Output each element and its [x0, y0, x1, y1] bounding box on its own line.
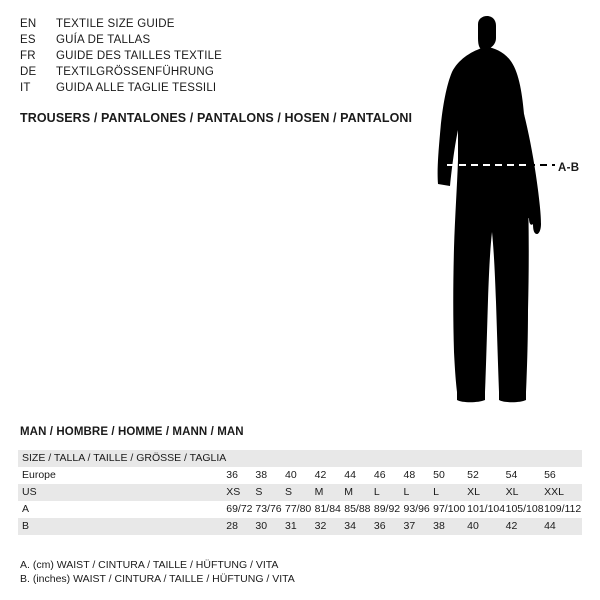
language-row-de — [20, 64, 380, 80]
cell: 36 — [374, 518, 404, 535]
cell: M — [315, 484, 345, 501]
cell: 52 — [467, 469, 479, 481]
row-label-size: SIZE / TALLA / TAILLE / GRÖSSE / TAGLIA — [18, 450, 226, 467]
size-table — [18, 450, 582, 535]
language-code-es: ES — [20, 34, 36, 46]
cell: S — [285, 484, 315, 501]
cell: 34 — [344, 518, 374, 535]
cell: 54 — [505, 469, 518, 481]
cell — [315, 450, 345, 467]
cell: 77/80 — [285, 503, 312, 515]
language-header-block — [20, 16, 380, 96]
man-silhouette-icon — [400, 10, 600, 410]
language-row-it — [20, 80, 380, 96]
language-text-it: GUIDA ALLE TAGLIE TESSILI — [56, 82, 217, 94]
row-label-europe: Europe — [22, 469, 56, 481]
cell — [544, 450, 582, 467]
cell: XS — [226, 484, 255, 501]
cell: 105/108 — [505, 503, 544, 515]
row-label-us: US — [18, 484, 226, 501]
cell: 56 — [544, 469, 556, 481]
row-label-b: B — [18, 518, 226, 535]
cell — [374, 450, 404, 467]
cell: 97/100 — [433, 503, 466, 515]
cell — [226, 450, 255, 467]
footnote-a: A. (cm) WAIST / CINTURA / TAILLE / HÜFTUNG / VITA — [20, 559, 279, 571]
cell: 44 — [344, 469, 356, 481]
cell: 28 — [226, 518, 255, 535]
cell — [467, 450, 505, 467]
table-row — [18, 484, 582, 501]
cell: 46 — [373, 469, 386, 481]
language-code-it: IT — [20, 82, 31, 94]
cell: M — [344, 484, 374, 501]
cell: XL — [506, 484, 544, 501]
footnote-b: B. (inches) WAIST / CINTURA / TAILLE / HÜFTUNG / VITA — [20, 573, 295, 585]
cell: L — [404, 484, 434, 501]
cell — [344, 450, 374, 467]
language-code-fr: FR — [20, 50, 36, 62]
cell: 38 — [255, 469, 268, 481]
cell: XXL — [544, 484, 582, 501]
cell: 44 — [544, 518, 582, 535]
cell — [433, 450, 467, 467]
cell: 42 — [314, 469, 327, 481]
table-row — [18, 450, 582, 467]
section-title: TROUSERS / PANTALONES / PANTALONS / HOSEN / PANTALONI — [20, 111, 413, 125]
cell: 50 — [433, 469, 445, 481]
cell: 32 — [315, 518, 345, 535]
cell: 37 — [404, 518, 434, 535]
row-label-a: A — [22, 503, 30, 515]
cell: 40 — [285, 469, 297, 481]
cell: S — [255, 484, 285, 501]
language-text-de: TEXTILGRÖSSENFÜHRUNG — [56, 66, 214, 78]
language-row-es — [20, 32, 380, 48]
cell — [404, 450, 434, 467]
cell: 40 — [467, 518, 505, 535]
cell: 73/76 — [255, 503, 282, 515]
language-text-en: TEXTILE SIZE GUIDE — [56, 18, 175, 30]
table-row — [18, 501, 582, 518]
cell: 38 — [433, 518, 467, 535]
language-code-de: DE — [20, 66, 37, 78]
table-title: MAN / HOMBRE / HOMME / MANN / MAN — [20, 426, 244, 438]
footnotes — [20, 558, 295, 586]
cell: 48 — [403, 469, 416, 481]
cell: L — [433, 484, 467, 501]
language-row-en — [20, 16, 380, 32]
cell: 36 — [226, 469, 238, 481]
cell: 89/92 — [373, 503, 401, 515]
language-row-fr — [20, 48, 380, 64]
cell: 31 — [285, 518, 315, 535]
measurement-label-ab: A-B — [558, 162, 580, 174]
figure-illustration — [400, 10, 600, 410]
cell: 69/72 — [226, 503, 253, 515]
cell: 109/112 — [544, 503, 582, 515]
language-code-en: EN — [20, 18, 37, 30]
cell — [285, 450, 315, 467]
cell — [255, 450, 285, 467]
cell: 81/84 — [314, 503, 341, 515]
language-text-fr: GUIDE DES TAILLES TEXTILE — [56, 50, 223, 62]
cell — [506, 450, 544, 467]
cell: L — [374, 484, 404, 501]
table-row — [18, 518, 582, 535]
cell: XL — [467, 484, 505, 501]
table-row — [18, 467, 582, 484]
cell: 85/88 — [344, 503, 371, 515]
language-text-es: GUÍA DE TALLAS — [56, 34, 151, 46]
cell: 42 — [506, 518, 544, 535]
cell: 93/96 — [403, 503, 430, 515]
cell: 101/104 — [467, 503, 506, 515]
cell: 30 — [255, 518, 285, 535]
